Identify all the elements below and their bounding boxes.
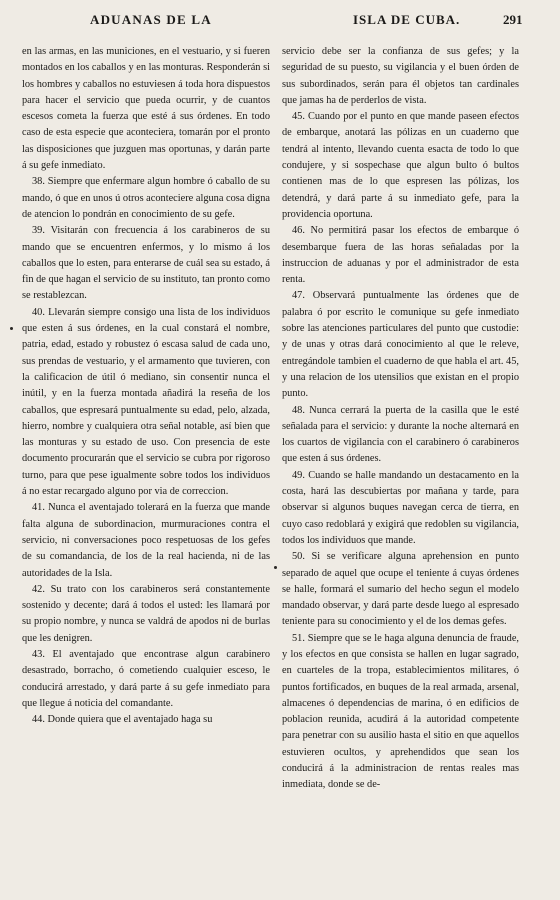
paragraph: en las armas, en las municiones, en el vestuario, y si fueren montados en los caballos y en las monturas. Responderán si los hombres y caballos no estuviesen á toda hora dispuestos para hacer el servicio que pueda ocurrir, y de cuantos escesos cometa la fuerza que esté á sus órdenes. En todo caso de esta especie que aconteciera, tomarán por el pronto las disposiciones que juzguen mas oportunas, y darán parte á su gefe inmediato. — [22, 46, 270, 172]
margin-mark — [10, 327, 13, 330]
article-51: 51. Siempre que se le haga alguna denuncia de fraude, y los efectos en que consista se hallen en lugar sagrado, en cuarteles de la tropa, establecimientos militares, ó puntos fortificados, en buques de la real armada, arsenal, almacenes ó dependencias de marina, ó en edificios de poblacion reunida, acudirá á la autoridad competente para penetrar con su ausilio hasta el sitio en que aquellos estuvieren ocultos, y aprehendidos que sean los conducirá á la administracion de rentas reales mas inmediata, donde se de- — [282, 632, 519, 791]
paragraph: servicio debe ser la confianza de sus gefes; y la seguridad de su puesto, su vigilancia y el buen órden de sus subordinados, serán para él objetos tan cardinales que jamas ha de perderlos de vista. — [282, 46, 519, 106]
running-head-right: ISLA DE CUBA. — [353, 12, 461, 27]
article-48: 48. Nunca cerrará la puerta de la casilla que le esté señalada para el servicio: y durante la noche alternará en los cuartos de vigilancia con el carabinero ó carabineros que esten á sus órdenes. — [282, 404, 519, 465]
article-43: 43. El aventajado que encontrase algun carabinero desastrado, borracho, ó cometiendo cualquier esceso, le conducirá arrestado, y dará parte á su gefe inmediato para que llegue á noticia del comandante. — [22, 648, 270, 709]
article-44: 44. Donde quiera que el aventajado haga su — [32, 714, 213, 726]
left-column — [22, 44, 270, 728]
article-40: 40. Llevarán siempre consigo una lista de los individuos que esten á sus órdenes, en la cual constará el nombre, patria, edad, estado y robustez ó escasa salud de cada uno, sus prendas de vestuario, y el armamento que tuvieren, con la calificacion de útil ó mediano, sin consentir nunca el inútil, y en la fuerza montada añadirá la reseña de los caballos, que espresará puntualmente su edad, pelo, alzada, hierro, nombre y cualquiera otra señal notable, así bien que las monturas y su estado de uso. Con presencia de este documento procurarán que el servicio se cubra por rigoroso turno, para que pese igualmente sobre todos los individuos á no estar recargado alguno por via de correccion. — [22, 306, 270, 498]
page-number: 291 — [503, 12, 523, 27]
right-column — [282, 44, 519, 794]
article-46: 46. No permitirá pasar los efectos de embarque ó desembarque fuera de las horas señaladas por la instruccion de aduanas y por el administrador de esta renta. — [282, 225, 519, 286]
article-50: 50. Si se verificare alguna aprehension en punto separado de aquel que ocupe el teniente á cuyas órdenes se halle, formará el sumario del hecho segun el modelo mandado observar, y dará parte desde luego al espresado teniente para su conocimiento y el de los demas gefes. — [282, 551, 519, 628]
running-head-left: ADUANAS DE LA — [90, 12, 212, 27]
article-41: 41. Nunca el aventajado tolerará en la fuerza que mande falta alguna de subordinacion, murmuraciones contra el servicio, ni conversaciones poco respetuosas de los gefes de su comandancia, de los de la real hacienda, ni de las autoridades de la Isla. — [22, 502, 270, 579]
article-49: 49. Cuando se halle mandando un destacamento en la costa, hará las descubiertas por mañana y tarde, para observar si algunos buques navegan cerca de tierra, en cuyo caso redoblará y exigirá que redoblen su vigilancia, todos los individuos que mande. — [282, 469, 519, 546]
article-39: 39. Visitarán con frecuencia á los carabineros de su mando que se encuentren enfermos, y lo mismo á los caballos que lo esten, para enterarse de cuál sea su estado, á fin de que hagan el servicio de su instituto, tan pronto como se restablezcan. — [22, 225, 270, 302]
article-42: 42. Su trato con los carabineros será constantemente sostenido y decente; dará á todos el usted: les llamará por su propio nombre, y nunca se valdrá de apodos ni de burlas que les denigren. — [22, 583, 270, 644]
article-45: 45. Cuando por el punto en que mande paseen efectos de embarque, anotará las pólizas en un cuaderno que tendrá al intento, llevando cuenta esacta de todo lo que condujere, y si sospechase que algun bulto ó bultos contienen mas de lo que espresen las pólizas, los detendrá, y dará parte á su inmediato gefe, para la providencia oportuna. — [282, 111, 519, 220]
article-47: 47. Observará puntualmente las órdenes que de palabra ó por escrito le comunique su gefe inmediato sobre las atenciones particulares del punto que custodie: y de unas y otras dará conocimiento al que le releve, entregándole tambien el cuaderno de que habla el art. 45, y una relacion de los utensilios que existan en el propio punto. — [282, 290, 519, 400]
running-head — [0, 8, 560, 32]
article-38: 38. Siempre que enfermare algun hombre ó caballo de su mando, ó que en unos ú otros aconteciere alguna cosa digna de atencion lo pondrán en conocimiento de su gefe. — [22, 176, 270, 220]
margin-mark — [274, 566, 277, 569]
